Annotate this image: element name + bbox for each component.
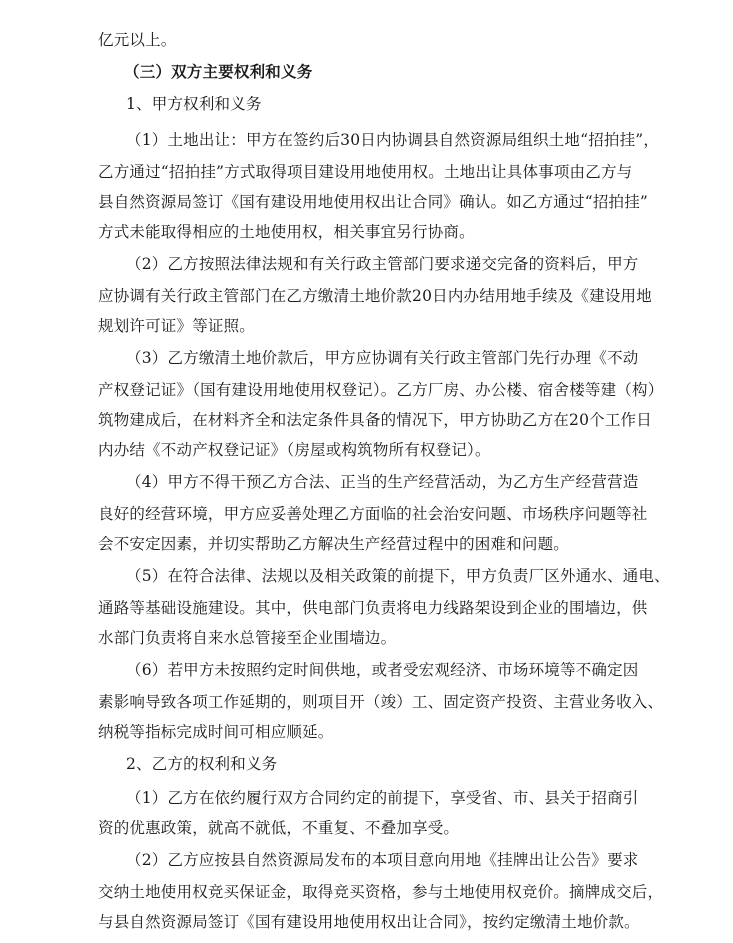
- paragraph-line: 应协调有关行政主管部门在乙方缴清土地价款20日内办结用地手续及《建设用地: [98, 287, 652, 305]
- paragraph-line: （1）土地出让：甲方在签约后30日内协调县自然资源局组织土地“招拍挂”，: [126, 131, 660, 149]
- paragraph-line: 规划许可证》等证照。: [98, 317, 256, 335]
- section-heading: （三）双方主要权利和义务: [124, 62, 313, 81]
- paragraph-line: （2）乙方按照法律法规和有关行政主管部门要求递交完备的资料后，甲方: [126, 255, 639, 273]
- text-line: 亿元以上。: [98, 31, 177, 49]
- paragraph-line: 交纳土地使用权竞买保证金，取得竞买资格，参与土地使用权竞价。摘牌成交后，: [98, 883, 664, 901]
- paragraph-line: 县自然资源局签订《国有建设用地使用权出让合同》确认。如乙方通过“招拍挂”: [98, 193, 649, 211]
- paragraph-line: 纳税等指标完成时间可相应顺延。: [98, 723, 334, 741]
- paragraph-line: （3）乙方缴清土地价款后，甲方应协调有关行政主管部门先行办理《不动: [126, 349, 639, 367]
- paragraph-line: 产权登记证》（国有建设用地使用权登记）。乙方厂房、办公楼、宿舍楼等建（构）: [98, 381, 664, 399]
- paragraph-line: （1）乙方在依约履行双方合同约定的前提下，享受省、市、县关于招商引: [126, 789, 639, 807]
- paragraph-line: 素影响导致各项工作延期的，则项目开（竣）工、固定资产投资、主营业务收入、: [98, 693, 664, 711]
- subsection-heading: 2、乙方的权利和义务: [126, 755, 278, 773]
- paragraph-line: （4）甲方不得干预乙方合法、正当的生产经营活动，为乙方生产经营营造: [126, 473, 639, 491]
- paragraph-line: 与县自然资源局签订《国有建设用地使用权出让合同》，按约定缴清土地价款。: [98, 913, 640, 931]
- subsection-heading: 1、甲方权利和义务: [126, 95, 262, 113]
- paragraph-line: （6）若甲方未按照约定时间供地，或者受宏观经济、市场环境等不确定因: [126, 661, 639, 679]
- paragraph-line: 乙方通过“招拍挂”方式取得项目建设用地使用权。土地出让具体事项由乙方与: [98, 163, 633, 181]
- paragraph-line: 方式未能取得相应的土地使用权，相关事宜另行协商。: [98, 223, 475, 241]
- paragraph-line: 资的优惠政策，就高不就低，不重复、不叠加享受。: [98, 819, 460, 837]
- paragraph-line: 良好的经营环境，甲方应妥善处理乙方面临的社会治安问题、市场秩序问题等社: [98, 505, 648, 523]
- paragraph-line: （5）在符合法律、法规以及相关政策的前提下，甲方负责厂区外通水、通电、: [126, 567, 670, 585]
- paragraph-line: 通路等基础设施建设。其中，供电部门负责将电力线路架设到企业的围墙边，供: [98, 599, 648, 617]
- paragraph-line: （2）乙方应按县自然资源局发布的本项目意向用地《挂牌出让公告》要求: [126, 851, 639, 869]
- paragraph-line: 水部门负责将自来水总管接至企业围墙边。: [98, 629, 397, 647]
- paragraph-line: 内办结《不动产权登记证》（房屋或构筑物所有权登记）。: [98, 441, 491, 459]
- paragraph-line: 会不安定因素，并切实帮助乙方解决生产经营过程中的困难和问题。: [98, 535, 570, 553]
- paragraph-line: 筑物建成后，在材料齐全和法定条件具备的情况下，甲方协助乙方在20个工作日: [98, 411, 652, 429]
